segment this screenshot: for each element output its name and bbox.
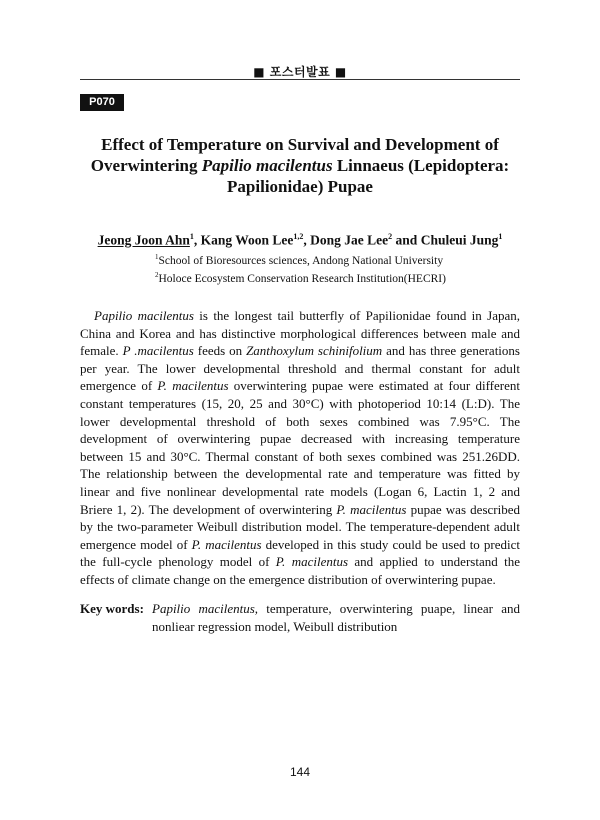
keyword-rest: temperature, overwintering puape, linear and nonliear regression model, Weibull distribution bbox=[152, 601, 520, 634]
affiliation-text: Holoce Ecosystem Conservation Research Institution(HECRI) bbox=[158, 272, 446, 285]
section-header: ■ 포스터발표 ■ bbox=[253, 65, 347, 79]
author-name: Dong Jae Lee bbox=[310, 232, 389, 248]
author-name: Kang Woon Lee bbox=[200, 232, 294, 248]
abstract-text: is the longest tail butterfly of Papilionidae found in Japan, China and Korea and has distinctive morphological differences between male and female. bbox=[80, 308, 520, 359]
abstract-text: and has three generations per year. The lower developmental threshold and thermal constant for adult emergence of bbox=[80, 343, 520, 394]
host-plant-name: Zanthoxylum schinifolium bbox=[246, 343, 383, 359]
header-divider bbox=[80, 79, 520, 80]
affiliation-line bbox=[155, 268, 485, 286]
species-name: P. macilentus bbox=[157, 378, 229, 394]
author-affil-mark: 2 bbox=[388, 232, 393, 241]
keyword-species: Papilio macilentus, bbox=[152, 601, 259, 616]
author-name: Jeong Joon Ahn bbox=[97, 232, 190, 248]
species-name: P. macilentus bbox=[336, 501, 407, 517]
affiliation-text: School of Bioresources sciences, Andong National University bbox=[158, 254, 444, 267]
author-affil-mark: 1,2 bbox=[293, 232, 304, 241]
author-affil-mark: 1 bbox=[189, 232, 194, 241]
affiliation-mark: 1 bbox=[155, 253, 159, 261]
affiliations bbox=[155, 250, 485, 286]
page-number: 144 bbox=[289, 765, 311, 779]
title-part-1: Effect of Temperature on Survival and Development of Overwintering bbox=[90, 135, 499, 175]
affiliation-mark: 2 bbox=[155, 270, 159, 279]
keywords-list bbox=[152, 600, 520, 636]
poster-id-badge: P070 bbox=[80, 94, 124, 111]
author-separator: , bbox=[193, 232, 201, 248]
abstract-text: feeds on bbox=[193, 343, 247, 359]
title-species: Papilio macilentus bbox=[201, 156, 333, 175]
species-name: P. macilentus bbox=[275, 554, 349, 570]
species-name: Papilio macilentus bbox=[94, 308, 194, 323]
author-separator: , bbox=[303, 232, 311, 248]
keywords bbox=[80, 600, 520, 636]
abstract-text: overwintering pupae were estimated at four different constant temperatures (15, 20, 25 and 30°C) with photoperiod 10:14 (L:D). The lower developmental threshold of both sexes combined was 7.95°C. The development of overwintering pupae decreased with increasing temperature between 15 and 30°C. Thermal constant of both sexes combined was 251.26DD. The relationship between the developmental rate and temperature was fitted by linear and five nonlinear developmental rate models (Logan 6, Lactin 1, 2 and Briere 1, 2). The development of overwintering bbox=[80, 378, 520, 517]
author-name: Chuleui Jung bbox=[420, 232, 499, 248]
abstract-paragraph bbox=[80, 307, 520, 589]
title-part-2: Linnaeus (Lepidoptera: Papilionidae) Pupae bbox=[227, 156, 510, 196]
species-name: P. macilentus bbox=[191, 536, 262, 552]
abstract-text: and applied to understand the effects of climate change on the emergence distribution of overwintering pupae. bbox=[80, 554, 520, 587]
species-name: P .macilentus bbox=[122, 343, 194, 359]
abstract-text: pupae was described by the two-parameter Weibull distribution model. The temperature-dependent adult emergence model of bbox=[80, 501, 520, 552]
affiliation-line bbox=[155, 250, 485, 268]
abstract-text: developed in this study could be used to predict the full-cycle phenology model of bbox=[80, 536, 520, 570]
author-separator: and bbox=[392, 232, 421, 248]
author-list bbox=[80, 228, 520, 250]
author-affil-mark: 1 bbox=[498, 232, 503, 241]
keywords-label: Key words: bbox=[80, 601, 144, 616]
paper-title bbox=[80, 134, 520, 197]
